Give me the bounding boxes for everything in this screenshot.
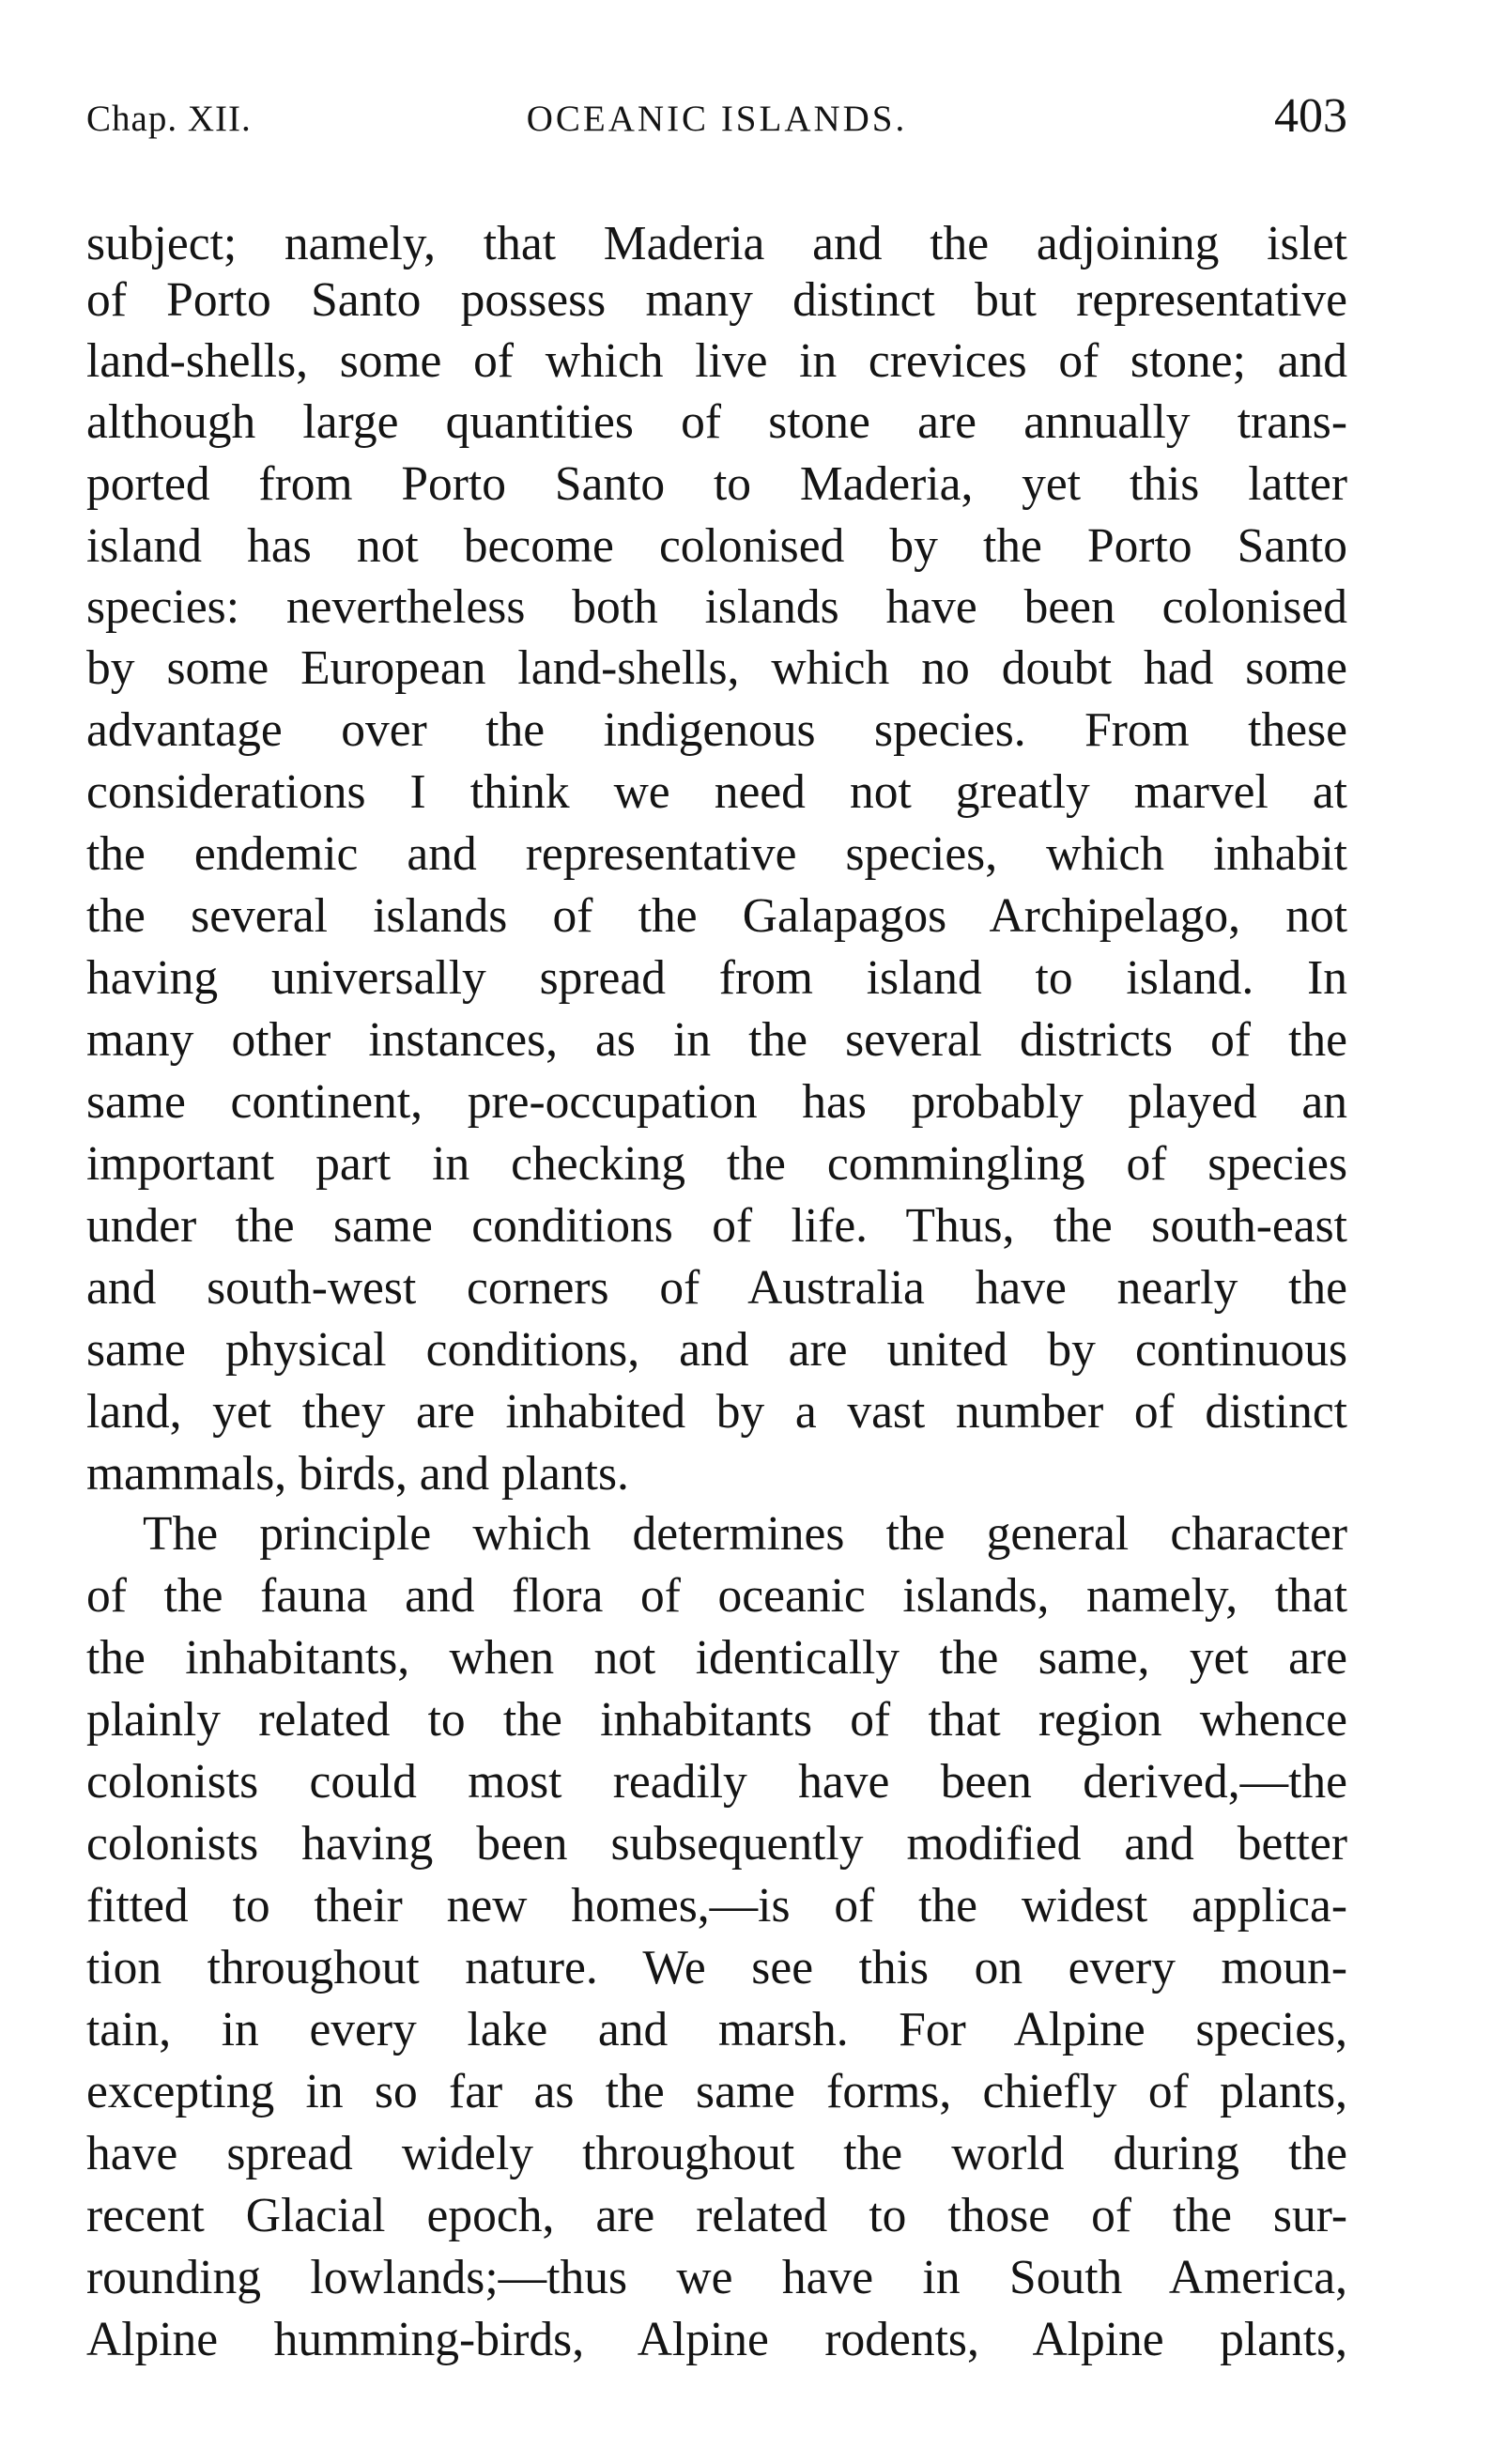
- text-line: of Porto Santo possess many distinct but representative: [86, 273, 1347, 327]
- text-line: important part in checking the commingling of species: [86, 1137, 1347, 1191]
- text-line: have spread widely throughout the world during the: [86, 2127, 1347, 2180]
- text-line: land, yet they are inhabited by a vast number of distinct: [86, 1385, 1347, 1439]
- text-line: under the same conditions of life. Thus, the south-east: [86, 1199, 1347, 1253]
- text-line: the several islands of the Galapagos Archipelago, not: [86, 889, 1347, 943]
- text-line: although large quantities of stone are annually trans-: [86, 395, 1347, 449]
- text-line: the inhabitants, when not identically the same, yet are: [86, 1631, 1347, 1685]
- chapter-label: Chap. XII.: [86, 99, 252, 139]
- text-line: Alpine humming-birds, Alpine rodents, Alpine plants,: [86, 2313, 1347, 2366]
- running-header: [86, 88, 1347, 154]
- text-line: fitted to their new homes,—is of the widest applica-: [86, 1879, 1347, 1933]
- running-title: OCEANIC ISLANDS.: [526, 99, 908, 139]
- text-line: The principle which determines the general character: [143, 1507, 1347, 1561]
- text-line: many other instances, as in the several districts of the: [86, 1013, 1347, 1067]
- text-line: same continent, pre-occupation has probably played an: [86, 1075, 1347, 1129]
- text-line: species: nevertheless both islands have been colonised: [86, 580, 1347, 634]
- text-line: island has not become colonised by the Porto Santo: [86, 519, 1347, 573]
- text-line: colonists could most readily have been derived,—the: [86, 1755, 1347, 1809]
- text-line: advantage over the indigenous species. From these: [86, 703, 1347, 757]
- text-line: land-shells, some of which live in crevices of stone; and: [86, 334, 1347, 388]
- text-line: excepting in so far as the same forms, chiefly of plants,: [86, 2065, 1347, 2118]
- text-line: recent Glacial epoch, are related to those of the sur-: [86, 2189, 1347, 2242]
- text-line: by some European land-shells, which no doubt had some: [86, 641, 1347, 695]
- text-line: mammals, birds, and plants.: [86, 1447, 629, 1501]
- text-line: tain, in every lake and marsh. For Alpine species,: [86, 2003, 1347, 2056]
- text-line: subject; namely, that Maderia and the adjoining islet: [86, 217, 1347, 270]
- text-line: plainly related to the inhabitants of that region whence: [86, 1693, 1347, 1747]
- text-line: rounding lowlands;—thus we have in South America,: [86, 2251, 1347, 2304]
- text-line: tion throughout nature. We see this on every moun-: [86, 1941, 1347, 1994]
- text-line: considerations I think we need not greatly marvel at: [86, 765, 1347, 819]
- text-line: and south-west corners of Australia have nearly the: [86, 1261, 1347, 1315]
- page-number: 403: [1274, 89, 1347, 143]
- text-line: same physical conditions, and are united by continuous: [86, 1323, 1347, 1377]
- text-line: the endemic and representative species, which inhabit: [86, 827, 1347, 881]
- text-line: of the fauna and flora of oceanic islands, namely, that: [86, 1569, 1347, 1623]
- text-line: ported from Porto Santo to Maderia, yet this latter: [86, 457, 1347, 511]
- text-line: colonists having been subsequently modified and better: [86, 1817, 1347, 1871]
- text-line: having universally spread from island to island. In: [86, 951, 1347, 1005]
